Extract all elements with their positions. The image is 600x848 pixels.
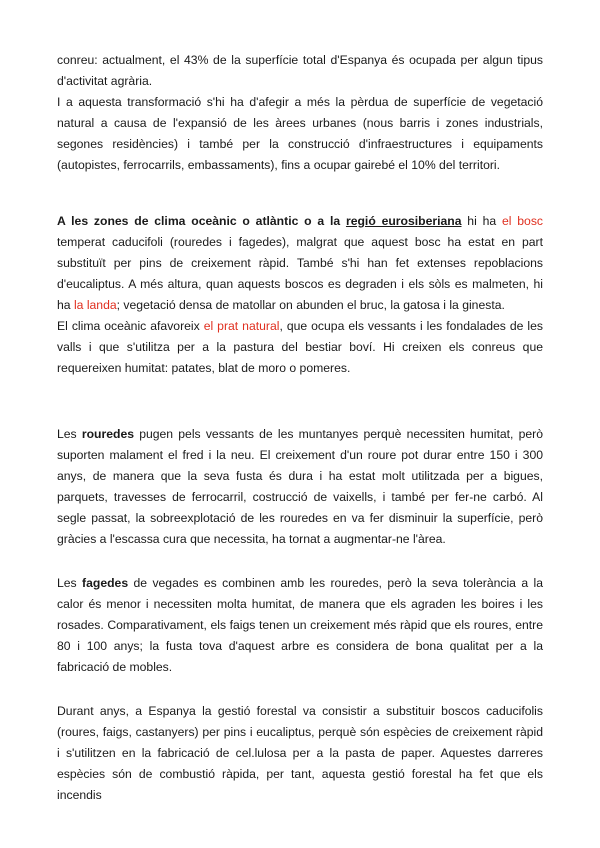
- eurosiberian-region-term: regió eurosiberiana: [345, 214, 462, 228]
- spacer: [57, 678, 543, 701]
- highlight-landa: la landa: [73, 298, 117, 312]
- paragraph-natural-meadow: [57, 316, 543, 379]
- text-run: de vegades es combinen amb les rouredes, però la seva tolerància a la calor és menor i necessiten molta humitat, de manera que els agraden les boires i les rosades. Comparativament, els faigs tenen un creixement més ràpid que els roures, entre 80 i 100 anys; la fusta tova d'aquest arbre es considera de bona qualitat per a la fabricació de mobles.: [57, 576, 543, 674]
- text-run: temperat caducifoli (rouredes i fagedes), malgrat que aquest bosc ha estat en part substituït per pins de creixement ràpid. També s'hi han fet extenses repoblacions d'eucaliptus. A més altura, quan aquests boscos es degraden i els sòls es malmeten, hi ha: [57, 235, 543, 312]
- text-run: El clima oceànic afavoreix: [57, 319, 204, 333]
- term-fagedes: fagedes: [82, 576, 129, 590]
- text-run: pugen pels vessants de les muntanyes perquè necessiten humitat, però suporten malament el fred i la neu. El creixement d'un roure pot durar entre 150 i 300 anys, de manera que la seva fusta és dura i ha estat molt utilitzada per a bigues, parquets, travesses de ferrocarril, costrucció de vaixells, i també per fer-ne carbó. Al segle passat, la sobreexplotació de les rouredes en va fer disminuir la superfície, però gràcies a l'escassa cura que necessita, ha tornat a augmentar-ne l'àrea.: [57, 427, 543, 546]
- spacer: [57, 379, 543, 424]
- paragraph-beech-forests: [57, 573, 543, 678]
- text-run: , que ocupa els vessants i les fondalades de les valls i que s'utilitza per a la pastura del bestiar boví. Hi creixen els conreus que requereixen humitat: patates, blat de moro o pomeres.: [57, 319, 543, 375]
- spacer: [57, 176, 543, 211]
- paragraph-forest-management: Durant anys, a Espanya la gestió forestal va consistir a substituir boscos caducifolis (roures, faigs, castanyers) per pins i eucaliptus, perquè són espècies de creixement ràpid i s'utilitzen en la fabricació de cel.lulosa per a la pasta de paper. Aquestes darreres espècies són de combustió ràpida, per tant, aquesta gestió forestal ha fet que els incendis: [57, 704, 543, 802]
- paragraph-urban-expansion: I a aquesta transformació s'hi ha d'afegir a més la pèrdua de superfície de vegetació natural a causa de l'expansió de les àrees urbanes (nous barris i zones industrials, segones residències) i també per la construcció d'infraestructures i equipaments (autopistes, ferrocarrils, embassaments), fins a ocupar gairebé el 10% del territori.: [57, 95, 543, 172]
- paragraph-oak-forests: [57, 424, 543, 550]
- bold-intro: A les zones de clima oceànic o atlàntic o a la: [57, 214, 346, 228]
- spacer: [57, 550, 543, 573]
- text-run: ; vegetació densa de matollar on abunden el bruc, la gatosa i la ginesta.: [116, 298, 505, 312]
- paragraph-oceanic-climate: [57, 211, 543, 316]
- highlight-deciduous-forest: el bosc: [501, 214, 544, 228]
- document-page: [57, 50, 543, 806]
- paragraph-agricultural-land: conreu: actualment, el 43% de la superfície total d'Espanya és ocupada per algun tipus d'activitat agrària.: [57, 53, 543, 88]
- text-run: Les: [57, 427, 82, 441]
- highlight-natural-meadow: el prat natural: [203, 319, 280, 333]
- term-rouredes: rouredes: [81, 427, 134, 441]
- text-run: hi ha: [461, 214, 502, 228]
- text-run: Les: [57, 576, 83, 590]
